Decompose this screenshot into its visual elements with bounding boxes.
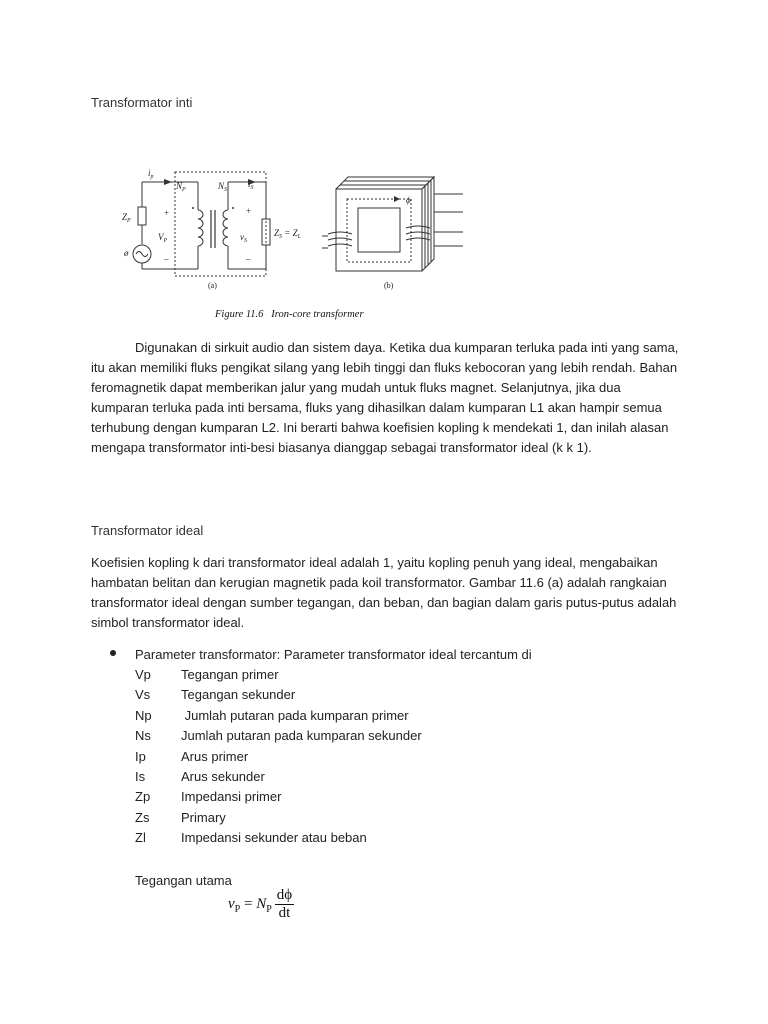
- bullet-text: Parameter transformator: Parameter transformator ideal tercantum di: [135, 647, 532, 662]
- section-heading-transformator-ideal: Transformator ideal: [91, 523, 204, 538]
- parameter-value: Tegangan sekunder: [181, 687, 296, 703]
- parameter-row: [135, 747, 635, 767]
- parameter-key: Ns: [135, 728, 151, 744]
- label-is: $i_S$: [248, 179, 254, 191]
- parameter-key: Ip: [135, 748, 146, 764]
- iron-core-transformer-figure: [118, 162, 478, 322]
- parameter-row: [135, 685, 635, 705]
- sub-heading-tegangan-utama: Tegangan utama: [135, 873, 232, 888]
- formula-lhs-sub: P: [234, 903, 241, 915]
- parameter-row: [135, 726, 635, 746]
- parameter-row: [135, 828, 635, 848]
- figure-caption: Figure 11.6 Iron-core transformer: [215, 309, 364, 320]
- parameter-key: Zp: [135, 789, 151, 805]
- formula-equals: =: [240, 895, 257, 912]
- parameter-key: Zl: [135, 830, 146, 846]
- parameter-key: Vp: [135, 667, 151, 682]
- parameter-value: Impedansi primer: [181, 789, 282, 805]
- label-ip: $i_p$: [148, 168, 154, 180]
- label-minus-primary: –: [164, 254, 169, 264]
- label-np: $N_P$: [176, 181, 186, 193]
- label-ns: $N_S$: [218, 181, 228, 193]
- label-vp: $V_P$: [158, 232, 168, 244]
- parameter-row: [135, 787, 635, 807]
- parameter-list: [135, 665, 635, 849]
- formula-fraction: [275, 887, 294, 922]
- parameter-row: [135, 706, 635, 726]
- label-vs: $v_S$: [240, 232, 247, 244]
- label-plus-primary: +: [164, 208, 170, 218]
- label-minus-secondary: –: [246, 254, 251, 264]
- label-plus-secondary: +: [246, 206, 252, 216]
- parameter-value: Jumlah putaran pada kumparan sekunder: [181, 728, 422, 744]
- figure-label-b: (b): [384, 281, 394, 290]
- formula-lhs: v: [228, 895, 235, 912]
- bullet-icon: [110, 650, 116, 656]
- parameter-value: Arus primer: [181, 748, 249, 764]
- parameter-value: Impedansi sekunder atau beban: [181, 830, 367, 846]
- parameter-value: Arus sekunder: [181, 768, 265, 784]
- parameter-key: Np: [135, 707, 152, 723]
- label-phi: ϕ: [406, 195, 411, 205]
- label-source: ø: [124, 248, 129, 258]
- parameter-row: [135, 808, 635, 828]
- formula-n: N: [256, 895, 267, 912]
- formula-numerator: dϕ: [276, 887, 293, 903]
- parameter-value: Primary: [181, 809, 226, 825]
- formula-denominator: dt: [278, 905, 291, 921]
- core-diagram-b: [322, 177, 463, 271]
- parameter-key: Is: [135, 768, 146, 784]
- paragraph-inti: Digunakan di sirkuit audio dan sistem daya. Ketika dua kumparan terluka pada inti yang sama, itu akan memiliki fluks pengikat silang yang lebih tinggi dan fluks kebocoran yang lebih rendah. Bahan feromagnetik dapat memberikan jalur yang mudah untuk fluks magnet. Selanjutnya, jika dua kumparan terluka pada inti bersama, fluks yang dihasilkan dalam kumparan L1 akan hampir semua terhubung dengan kumparan L2. Ini berarti bahwa koefisien kopling k mendekati 1, dan inilah alasan mengapa transformator inti-besi biasanya dianggap sebagai transformator ideal (k k 1).: [91, 340, 679, 455]
- paragraph-ideal: Koefisien kopling k dari transformator ideal adalah 1, yaitu kopling penuh yang ideal, mengabaikan hambatan belitan dan kerugian magnetik pada koil transformator. Gambar 11.6 (a) adalah rangkaian transformator ideal dengan sumber tegangan, dan beban, dan bagian dalam garis putus-putus adalah simbol transformator ideal.: [91, 555, 677, 630]
- figure-label-a: (a): [208, 281, 217, 290]
- label-zs: $Z_S = Z_L$: [274, 228, 301, 240]
- formula-n-sub: P: [266, 903, 272, 915]
- parameter-key: Vs: [135, 687, 151, 703]
- parameter-row: [135, 665, 635, 685]
- parameter-value: Jumlah putaran pada kumparan primer: [181, 707, 409, 723]
- section-heading-transformator-inti: Transformator inti: [91, 95, 193, 110]
- parameter-row: [135, 767, 635, 787]
- parameter-key: Zs: [135, 809, 150, 825]
- primary-voltage-formula: [228, 887, 294, 922]
- label-zp: $Z_P$: [122, 212, 131, 224]
- parameter-value: Tegangan primer: [181, 667, 279, 682]
